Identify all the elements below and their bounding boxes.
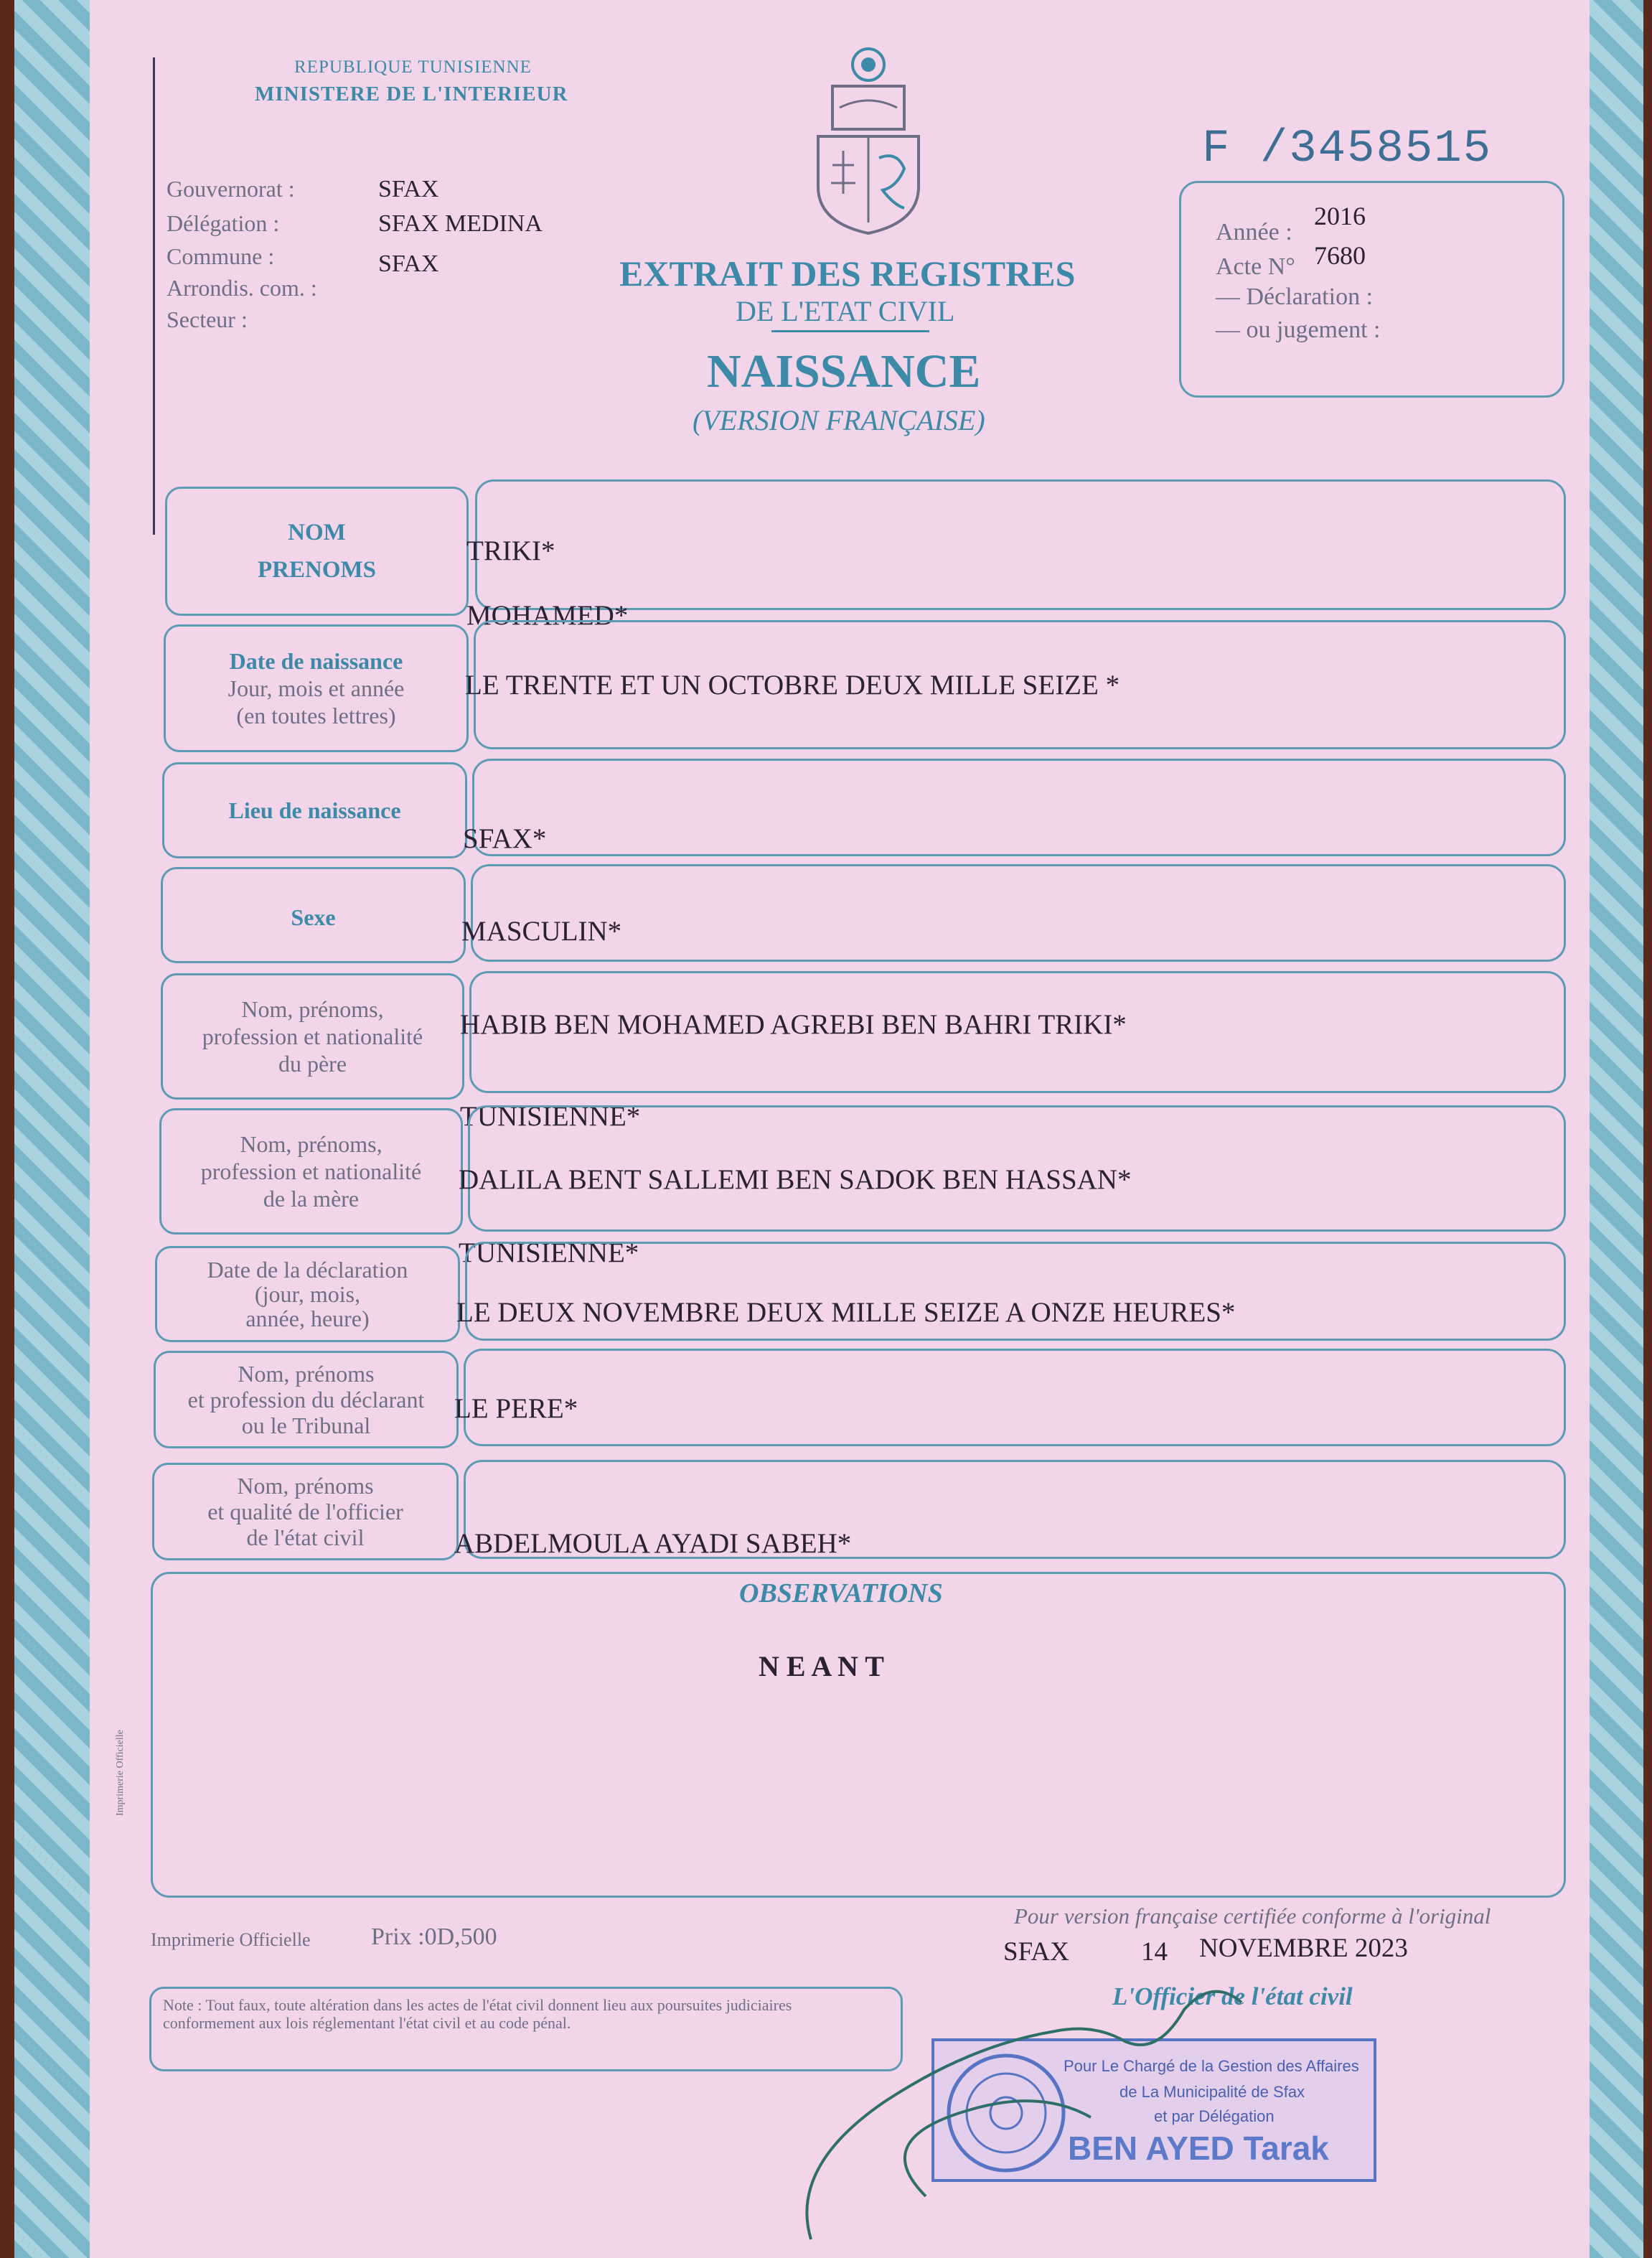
acte-box [1179,181,1564,398]
annee-value: 2016 [1314,202,1366,230]
admin-label-secteur: Secteur : [166,306,248,332]
stamp-line1: Pour Le Chargé de la Gestion des Affaires [1064,2057,1359,2075]
acte-value: 7680 [1314,241,1366,270]
label-sexe: Sexe [161,867,466,963]
value-mere-nom: DALILA BENT SALLEMI BEN SADOK BEN HASSAN* [459,1164,1132,1195]
date-month-year: NOVEMBRE 2023 [1199,1934,1408,1963]
admin-value-gouvernorat: SFAX [378,176,439,202]
admin-value-commune: SFAX [378,250,439,277]
field-declarant [464,1349,1566,1446]
jugement-label: — ou jugement : [1216,317,1381,343]
label-lieu-naissance: Lieu de naissance [162,762,467,858]
value-sexe: MASCULIN* [461,916,622,947]
value-officier: ABDELMOULA AYADI SABEH* [454,1528,852,1559]
date-city: SFAX [1003,1937,1069,1967]
coat-of-arms-icon [804,43,933,237]
value-lieu-naissance: SFAX* [463,823,547,854]
observations-value: N E A N T [759,1650,884,1682]
signature-icon [782,1981,1313,2254]
value-declarant: LE PERE* [454,1393,578,1424]
serial-number: F /3458515 [1202,123,1493,175]
admin-label-arrondissement: Arrondis. com. : [166,275,317,301]
value-date-declaration: LE DEUX NOVEMBRE DEUX MILLE SEIZE A ONZE HEURES* [456,1297,1236,1328]
value-pere-nationalite: TUNISIENNE* [460,1101,641,1132]
admin-label-delegation: Délégation : [166,210,280,236]
value-nom: TRIKI* [466,535,555,566]
admin-label-commune: Commune : [166,243,275,269]
annee-label: Année : [1216,219,1292,245]
observations-title: OBSERVATIONS [739,1578,943,1608]
stamp-name: BEN AYED Tarak [1068,2130,1329,2167]
label-mere: Nom, prénoms, profession et nationalité de la mère [159,1108,463,1235]
title-naissance: NAISSANCE [707,345,981,398]
date-day: 14 [1141,1937,1168,1967]
title-underline [771,330,929,332]
conforme-label: Pour version française certifiée conforme à l'original [1014,1903,1491,1929]
price-label: Prix :0D,500 [371,1924,497,1950]
admin-label-gouvernorat: Gouvernorat : [166,176,295,202]
label-declarant: Nom, prénoms et profession du déclarant ou le Tribunal [154,1351,459,1448]
declaration-label: — Déclaration : [1216,284,1374,310]
value-prenoms: MOHAMED* [466,600,629,631]
label-officier: Nom, prénoms et qualité de l'officier de l'état civil [152,1463,459,1560]
republic-label: REPUBLIQUE TUNISIENNE [294,57,532,77]
label-date-declaration: Date de la déclaration (jour, mois, année, heure) [155,1246,460,1342]
left-rule [153,57,155,535]
field-nom-prenoms [475,479,1566,610]
stamp-line2: de La Municipalité de Sfax [1120,2083,1305,2101]
label-pere: Nom, prénoms, profession et nationalité du père [161,973,464,1100]
ministry-label: MINISTERE DE L'INTERIEUR [255,83,568,106]
value-pere-nom: HABIB BEN MOHAMED AGREBI BEN BAHRI TRIKI* [460,1009,1127,1040]
title-version: (VERSION FRANÇAISE) [693,404,985,436]
printer-label: Imprimerie Officielle [151,1929,311,1950]
value-mere-nationalite: TUNISIENNE* [459,1237,639,1268]
label-nom-prenoms: NOM PRENOMS [165,487,469,616]
field-lieu-naissance [472,759,1566,856]
field-sexe [471,864,1566,962]
admin-value-delegation: SFAX MEDINA [378,210,543,237]
label-date-naissance: Date de naissance Jour, mois et année (en toutes lettres) [164,624,469,752]
title-extrait: EXTRAIT DES REGISTRES [619,253,1076,294]
observations-box [151,1572,1566,1898]
title-etat-civil: DE L'ETAT CIVIL [736,295,955,327]
note-text: Note : Tout faux, toute altération dans les actes de l'état civil donnent lieu aux poursuites judiciaires conformement aux lois réglementant l'état civil et au code pénal. [163,1996,792,2032]
margin-print: Imprimerie Officielle [115,1730,126,1816]
stamp-line3: et par Délégation [1154,2107,1275,2125]
value-date-naissance: LE TRENTE ET UN OCTOBRE DEUX MILLE SEIZE * [465,670,1120,701]
officer-title: L'Officier de l'état civil [1112,1982,1353,2010]
acte-label: Acte N° [1216,253,1295,280]
